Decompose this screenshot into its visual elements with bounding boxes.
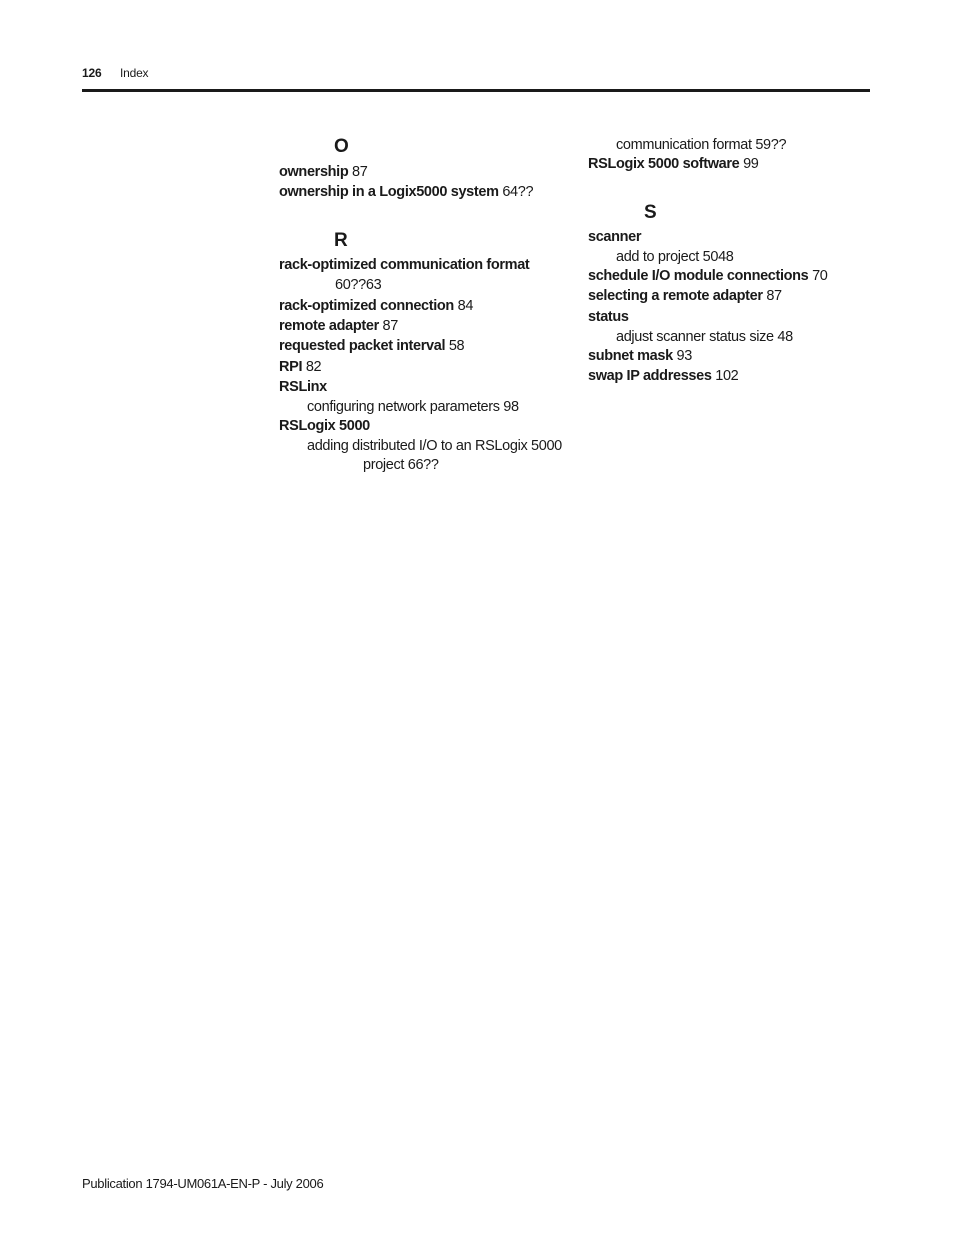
index-entry-rack-format xyxy=(279,256,529,274)
index-pages: 82 xyxy=(305,359,322,375)
index-term: RSLinx xyxy=(279,379,327,395)
index-pages: 70 xyxy=(812,268,828,284)
index-term: scanner xyxy=(588,229,642,245)
index-term: ownership in a Logix5000 system xyxy=(279,184,499,200)
index-subentry: adding distributed I/O to an RSLogix 5000 xyxy=(307,438,562,454)
letter-heading-s: S xyxy=(644,202,657,223)
index-term: subnet mask xyxy=(588,348,673,364)
index-pages: 84 xyxy=(457,298,474,314)
index-entry-ownership xyxy=(279,163,367,181)
index-term: remote adapter xyxy=(279,318,379,334)
index-entry-rslogix xyxy=(279,417,370,435)
index-term: rack-optimized connection xyxy=(279,298,454,314)
index-entry-status xyxy=(588,308,629,326)
page-number: 126 xyxy=(82,66,102,80)
index-entry-rpi xyxy=(279,358,321,376)
index-pages: 64?? xyxy=(502,184,534,200)
index-entry-subnet-mask xyxy=(588,347,692,365)
index-entry-swap-ip xyxy=(588,367,738,385)
index-pages: 58 xyxy=(448,338,465,354)
index-continuation: 60??63 xyxy=(335,277,382,293)
header-rule xyxy=(82,89,870,92)
index-term: status xyxy=(588,309,629,325)
letter-heading-r: R xyxy=(334,230,348,251)
index-term: rack-optimized communication format xyxy=(279,257,530,273)
index-entry-ownership-logix xyxy=(279,183,533,201)
index-entry-remote-adapter xyxy=(279,317,398,335)
footer-publication: Publication 1794-UM061A-EN-P - July 2006 xyxy=(82,1176,324,1191)
index-pages: 87 xyxy=(352,164,368,180)
index-continuation: communication format 59?? xyxy=(616,137,787,153)
index-pages: 99 xyxy=(743,156,759,172)
index-entry-scanner xyxy=(588,228,641,246)
index-term: selecting a remote adapter xyxy=(588,288,763,304)
index-term: requested packet interval xyxy=(279,338,446,354)
index-term: RSLogix 5000 software xyxy=(588,156,740,172)
index-term: ownership xyxy=(279,164,349,180)
index-pages: 93 xyxy=(676,348,692,364)
index-entry-rack-connection xyxy=(279,297,473,315)
index-pages: 87 xyxy=(766,288,782,304)
index-entry-selecting xyxy=(588,287,782,305)
letter-heading-o: O xyxy=(334,136,349,157)
index-term: RPI xyxy=(279,359,303,375)
index-entry-requested-packet-interval xyxy=(279,337,464,355)
index-continuation: project 66?? xyxy=(363,457,439,473)
index-entry-rslogix-software xyxy=(588,155,759,173)
index-term: RSLogix 5000 xyxy=(279,418,370,434)
index-entry-schedule xyxy=(588,267,828,285)
index-subentry: configuring network parameters 98 xyxy=(307,399,519,415)
section-title: Index xyxy=(120,66,149,80)
index-pages: 102 xyxy=(715,368,739,384)
index-entry-rslinx xyxy=(279,378,327,396)
index-term: swap IP addresses xyxy=(588,368,712,384)
index-term: schedule I/O module connections xyxy=(588,268,809,284)
index-pages: 87 xyxy=(382,318,398,334)
index-subentry: add to project 5048 xyxy=(616,249,734,265)
index-subentry: adjust scanner status size 48 xyxy=(616,329,793,345)
